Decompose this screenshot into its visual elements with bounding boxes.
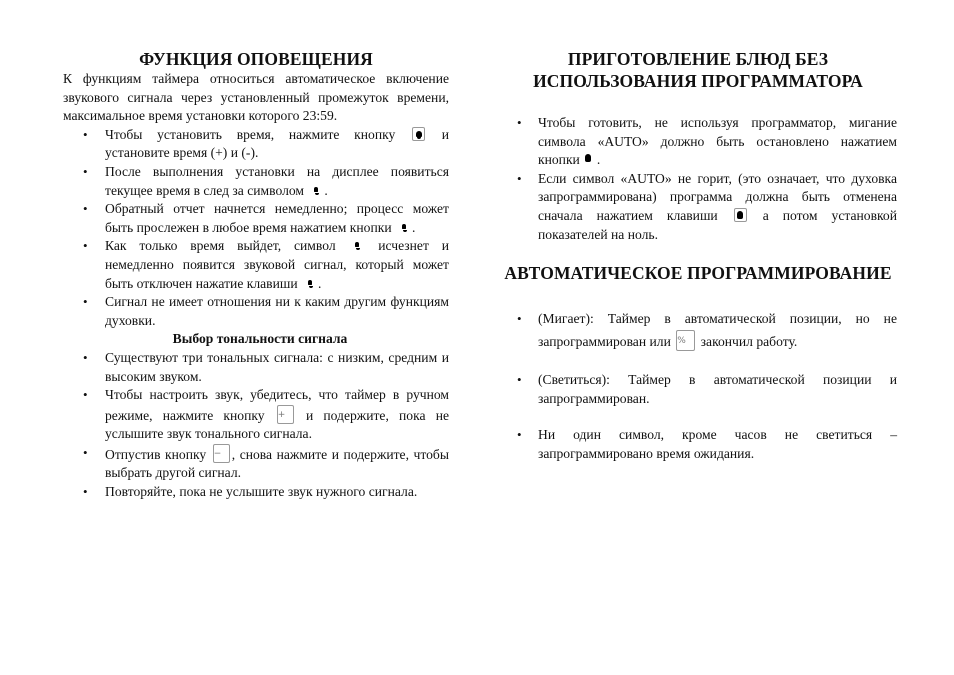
tone-list bbox=[63, 349, 449, 502]
list-item: • Чтобы готовить, не используя программатор, мигание символа «AUTO» должно быть остановлено нажатием кнопки . bbox=[499, 114, 897, 170]
bell-icon bbox=[309, 183, 322, 197]
bell-button-icon bbox=[412, 127, 425, 141]
list-item: • Чтобы установить время, нажмите кнопку и установите время (+) и (-). bbox=[63, 126, 449, 163]
list-item: • Обратный отчет начнется немедленно; процесс может быть прослежен в любое время нажатием кнопки . bbox=[63, 200, 449, 237]
list-item: • Сигнал не имеет отношения ни к каким другим функциям духовки. bbox=[63, 293, 449, 330]
auto-programming-title: АВТОМАТИЧЕСКОЕ ПРОГРАММИРОВАНИЕ bbox=[504, 263, 892, 284]
list-item: • Чтобы настроить звук, убедитесь, что таймер в ручном режиме, нажмите кнопку + и подержите, пока не услышите звук тонального сигнала. bbox=[63, 386, 449, 444]
no-programmer-list bbox=[499, 114, 897, 244]
alarm-intro: К функциям таймера относиться автоматическое включение звукового сигнала через установленный промежуток времени, максимальное время установки которого 23:59. bbox=[63, 71, 449, 124]
list-item: • Как только время выйдет, символ исчезнет и немедленно появится звуковой сигнал, который может быть отключен нажатие клавиши . bbox=[63, 237, 449, 293]
left-column bbox=[63, 48, 449, 502]
list-item: • (Светиться): Таймер в автоматической позиции и запрограммирован. bbox=[499, 371, 897, 408]
tone-selection-subheading: Выбор тональности сигнала bbox=[172, 331, 348, 347]
alarm-list bbox=[63, 126, 449, 331]
list-item: • Повторяйте, пока не услышите звук нужного сигнала. bbox=[63, 483, 449, 502]
list-item: • Ни один символ, кроме часов не светиться – запрограммировано время ожидания. bbox=[499, 426, 897, 463]
plus-button-icon: + bbox=[277, 405, 294, 424]
bell-icon bbox=[397, 220, 410, 234]
hand-button-icon bbox=[734, 208, 747, 222]
bell-icon bbox=[350, 238, 363, 252]
minus-button-icon: − bbox=[213, 444, 230, 463]
list-item: • (Мигает): Таймер в автоматической позиции, но не запрограммирован или % закончил работу. bbox=[499, 308, 897, 353]
right-column bbox=[499, 48, 897, 464]
bell-icon bbox=[303, 276, 316, 290]
hand-icon bbox=[582, 152, 595, 166]
alarm-function-title: ФУНКЦИЯ ОПОВЕЩЕНИЯ bbox=[139, 49, 373, 69]
list-item: • Если символ «AUTO» не горит, (это означает, что духовка запрограммирована) программа должна быть отменена сначала нажатием клавиши а потом установкой показателей на ноль. bbox=[499, 170, 897, 244]
list-item: • Отпустив кнопку − , снова нажмите и подержите, чтобы выбрать другой сигнал. bbox=[63, 444, 449, 483]
list-item: • Существуют три тональных сигнала: с низким, средним и высоким звуком. bbox=[63, 349, 449, 386]
auto-programming-list bbox=[499, 308, 897, 463]
auto-symbol-icon: % bbox=[676, 330, 695, 351]
list-item: • После выполнения установки на дисплее появиться текущее время в след за символом . bbox=[63, 163, 449, 200]
no-programmer-title: ПРИГОТОВЛЕНИЕ БЛЮД БЕЗ ИСПОЛЬЗОВАНИЯ ПРОГРАММАТОРА bbox=[533, 49, 863, 91]
